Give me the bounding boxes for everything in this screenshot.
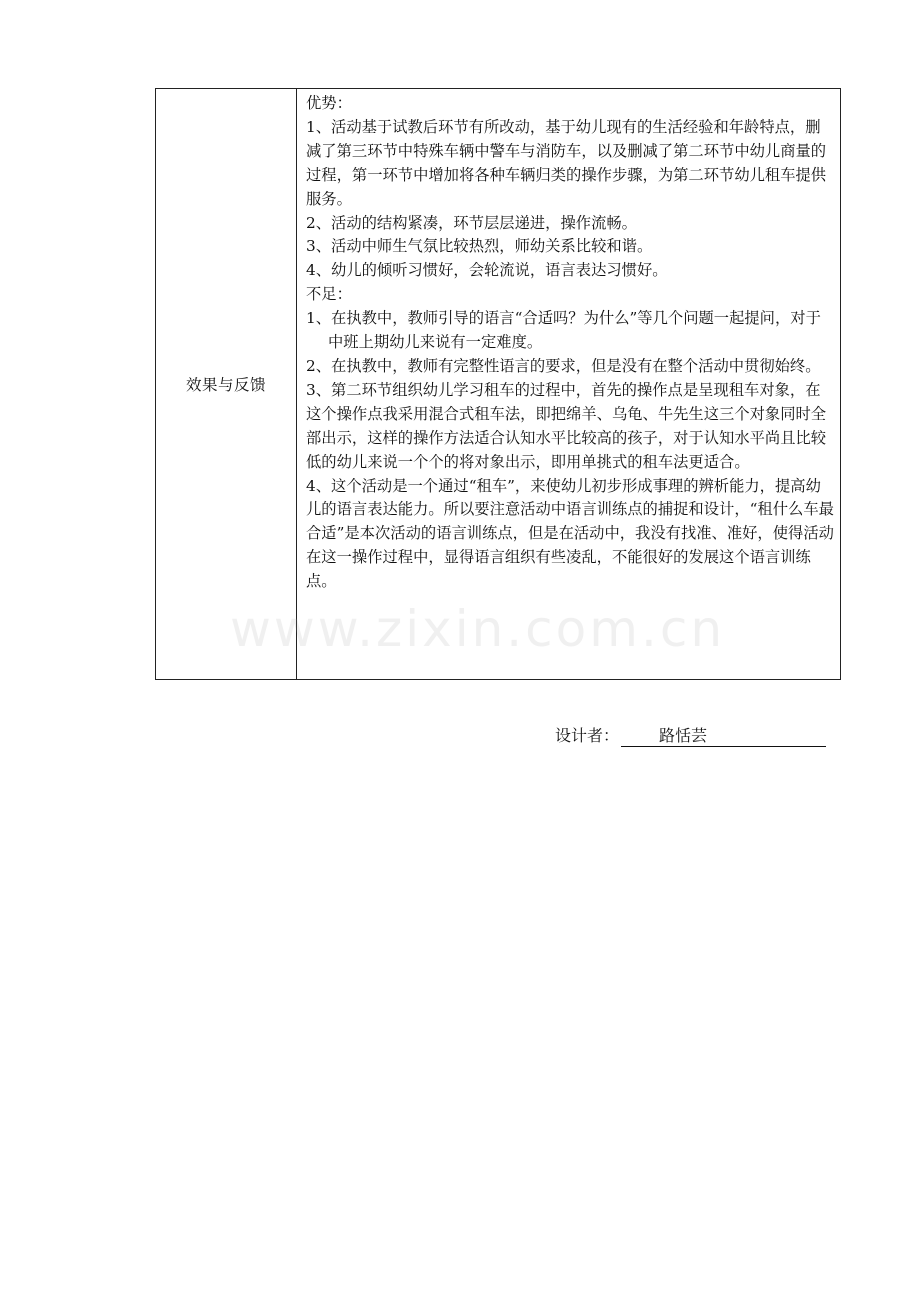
shortcoming-item-4: 4、这个活动是一个通过“租车”，来使幼儿初步形成事理的辨析能力，提高幼儿的语言表达能力。所以要注意活动中语言训练点的捕捉和设计，“租什么车最合适”是本次活动的语言训练点，但是在活动中，我没有找准、准好，使得活动在这一操作过程中，显得语言组织有些凌乱，不能很好的发展这个语言训练点。 <box>306 476 834 591</box>
advantage-item-1: 1、活动基于试教后环节有所改动，基于幼儿现有的生活经验和年龄特点，删减了第三环节中特殊车辆中警车与消防车，以及删减了第二环节中幼儿商量的过程，第一环节中增加将各种车辆归类的操作步骤，为第二环节幼儿租车提供服务。 <box>306 117 827 208</box>
advantage-item-4: 4、幼儿的倾听习惯好，会轮流说，语言表达习惯好。 <box>306 261 668 280</box>
advantages-heading: 优势： <box>306 94 352 112</box>
advantage-item-3: 3、活动中师生气氛比较热烈，师幼关系比较和谐。 <box>306 237 653 256</box>
designer-signature <box>555 723 826 747</box>
evaluation-table <box>155 88 841 680</box>
shortcoming-item-3: 3、第二环节组织幼儿学习租车的过程中，首先的操作点是呈现租车对象，在这个操作点我采用混合式租车法，即把绵羊、乌龟、牛先生这三个对象同时全部出示，这样的操作方法适合认知水平比较高的孩子，对于认知水平尚且比较低的幼儿来说一个个的将对象出示，即用单挑式的租车法更适合。 <box>306 380 827 471</box>
advantage-item-2: 2、活动的结构紧凑，环节层层递进，操作流畅。 <box>306 213 637 232</box>
row-label-cell <box>156 89 297 679</box>
shortcomings-heading: 不足： <box>306 285 352 304</box>
watermark: www.zixin.com.cn <box>230 600 726 658</box>
content-cell <box>297 89 840 679</box>
shortcoming-item-2: 2、在执教中，教师有完整性语言的要求，但是没有在整个活动中贯彻始终。 <box>306 356 821 375</box>
shortcoming-item-1: 1、在执教中，教师引导的语言“合适吗？为什么”等几个问题一起提问，对于中班上期幼儿来说有一定难度。 <box>306 309 821 352</box>
designer-label: 设计者： <box>555 726 620 745</box>
designer-name: 路恬芸 <box>621 726 826 747</box>
row-label: 效果与反馈 <box>185 376 266 394</box>
